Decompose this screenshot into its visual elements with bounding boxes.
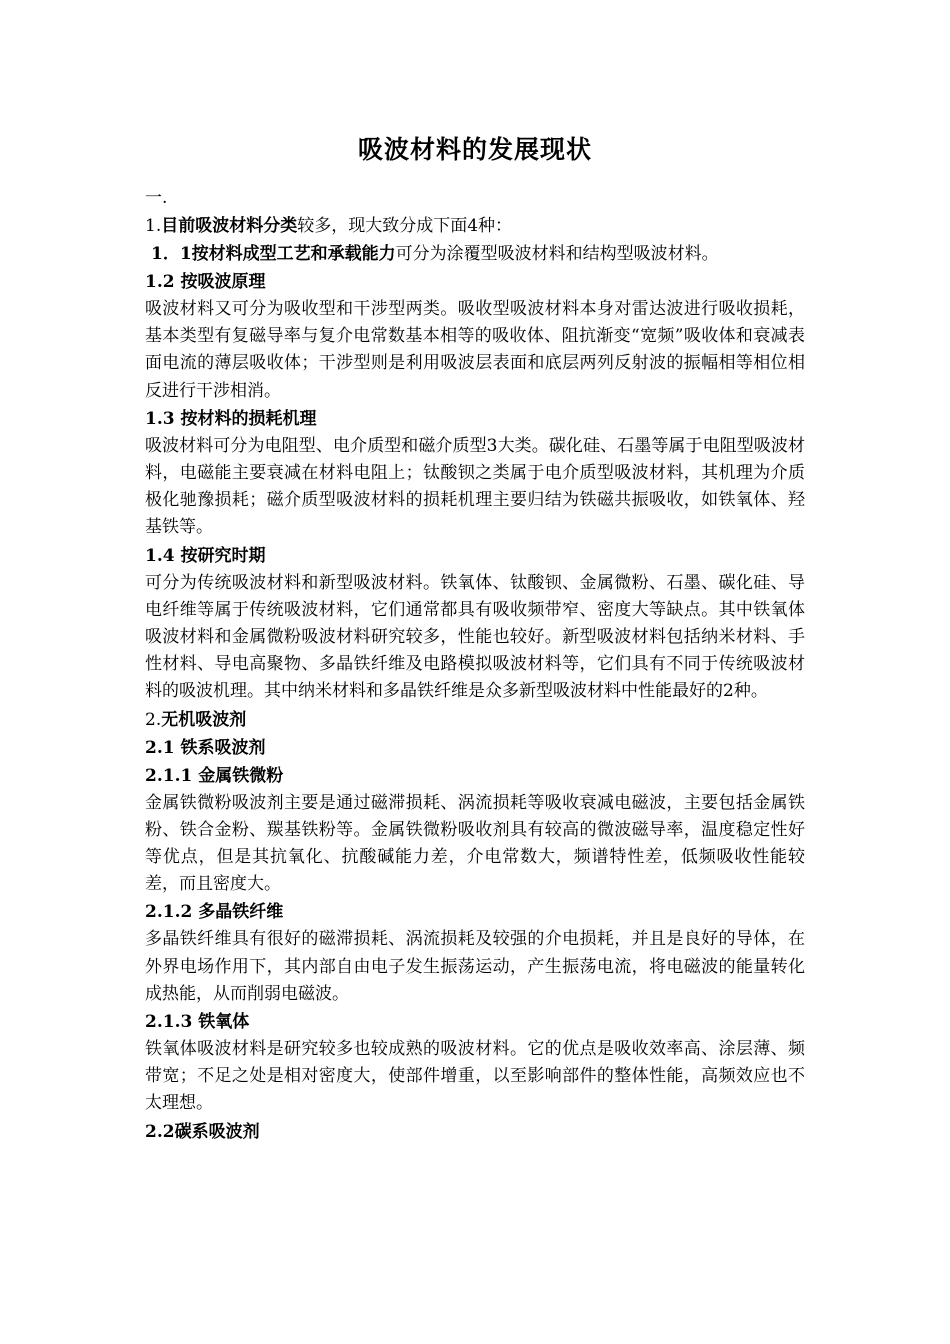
intro-line <box>145 212 805 240</box>
section-one-label: 一. <box>145 188 168 208</box>
section-1-4-heading: 1.4 按研究时期 <box>145 545 266 566</box>
section-1-2-heading: 1.2 按吸波原理 <box>145 272 266 292</box>
section-2-2-heading: 2.2碳系吸波剂 <box>145 1121 260 1142</box>
section-2-1-1-body: 金属铁微粉吸波剂主要是通过磁滞损耗、涡流损耗等吸收衰减电磁波，主要包括金属铁粉、铁合金粉、羰基铁粉等。金属铁微粉吸收剂具有较高的微波磁导率，温度稳定性好等优点，但是其抗氧化、抗酸碱能力差，介电常数大，频谱特性差，低频吸收性能较差，而且密度大。 <box>145 792 805 895</box>
section-1-1-number: 1．1 <box>151 244 192 264</box>
section-2-1-heading: 2.1 铁系吸波剂 <box>145 737 266 758</box>
section-2-1-3-heading: 2.1.3 铁氧体 <box>145 1012 250 1033</box>
section-1-4-body: 可分为传统吸波材料和新型吸波材料。铁氧体、钛酸钡、金属微粉、石墨、碳化硅、导电纤维等属于传统吸波材料，它们通常都具有吸收频带窄、密度大等缺点。其中铁氧体吸波材料和金属微粉吸波材料研究较多，性能也较好。新型吸波材料包括纳米材料、手性材料、导电高聚物、多晶铁纤维及电路模拟吸波材料等，它们具有不同于传统吸波材料的吸波机理。其中纳米材料和多晶铁纤维是众多新型吸波材料中性能最好的2种。 <box>145 572 805 702</box>
section-2-number: 2. <box>145 709 162 730</box>
section-1-2-body: 吸波材料又可分为吸收型和干涉型两类。吸收型吸波材料本身对雷达波进行吸收损耗，基本类型有复磁导率与复介电常数基本相等的吸收体、阻抗渐变“宽频”吸收体和衰减表面电流的薄层吸收体；干涉型则是利用吸波层表面和底层两列反射波的振幅相等相位相反进行干涉相消。 <box>145 299 805 401</box>
intro-bold: 目前吸波材料分类 <box>161 216 298 236</box>
section-2-heading <box>145 706 805 734</box>
section-1-3-heading: 1.3 按材料的损耗机理 <box>145 408 317 429</box>
document-page <box>145 130 805 1146</box>
section-1-1-rest: 可分为涂覆型吸波材料和结构型吸波材料。 <box>395 244 719 264</box>
section-2-bold: 无机吸波剂 <box>161 709 247 730</box>
section-2-1-2-body: 多晶铁纤维具有很好的磁滞损耗、涡流损耗及较强的介电损耗，并且是良好的导体，在外界电场作用下，其内部自由电子发生振荡运动，产生振荡电流，将电磁波的能量转化成热能，从而削弱电磁波。 <box>145 929 805 1004</box>
section-1-1-bold: 按材料成型工艺和承载能力 <box>191 244 396 264</box>
intro-rest: 较多，现大致分成下面4种： <box>297 216 513 236</box>
section-2-1-3-body: 铁氧体吸波材料是研究较多也较成熟的吸波材料。它的优点是吸收效率高、涂层薄、频带宽；不足之处是相对密度大，使部件增重，以至影响部件的整体性能，高频效应也不太理想。 <box>145 1039 805 1114</box>
document-title: 吸波材料的发展现状 <box>357 135 592 164</box>
section-2-1-2-heading: 2.1.2 多晶铁纤维 <box>145 902 284 923</box>
intro-number: 1. <box>145 216 162 236</box>
section-1-1 <box>145 240 805 268</box>
section-2-1-1-heading: 2.1.1 金属铁微粉 <box>145 765 284 786</box>
section-1-3-body: 吸波材料可分为电阻型、电介质型和磁介质型3大类。碳化硅、石墨等属于电阻型吸波材料，电磁能主要衰减在材料电阻上；钛酸钡之类属于电介质型吸波材料，其机理为介质极化驰豫损耗；磁介质型吸波材料的损耗机理主要归结为铁磁共振吸收，如铁氧体、羟基铁等。 <box>145 435 805 538</box>
